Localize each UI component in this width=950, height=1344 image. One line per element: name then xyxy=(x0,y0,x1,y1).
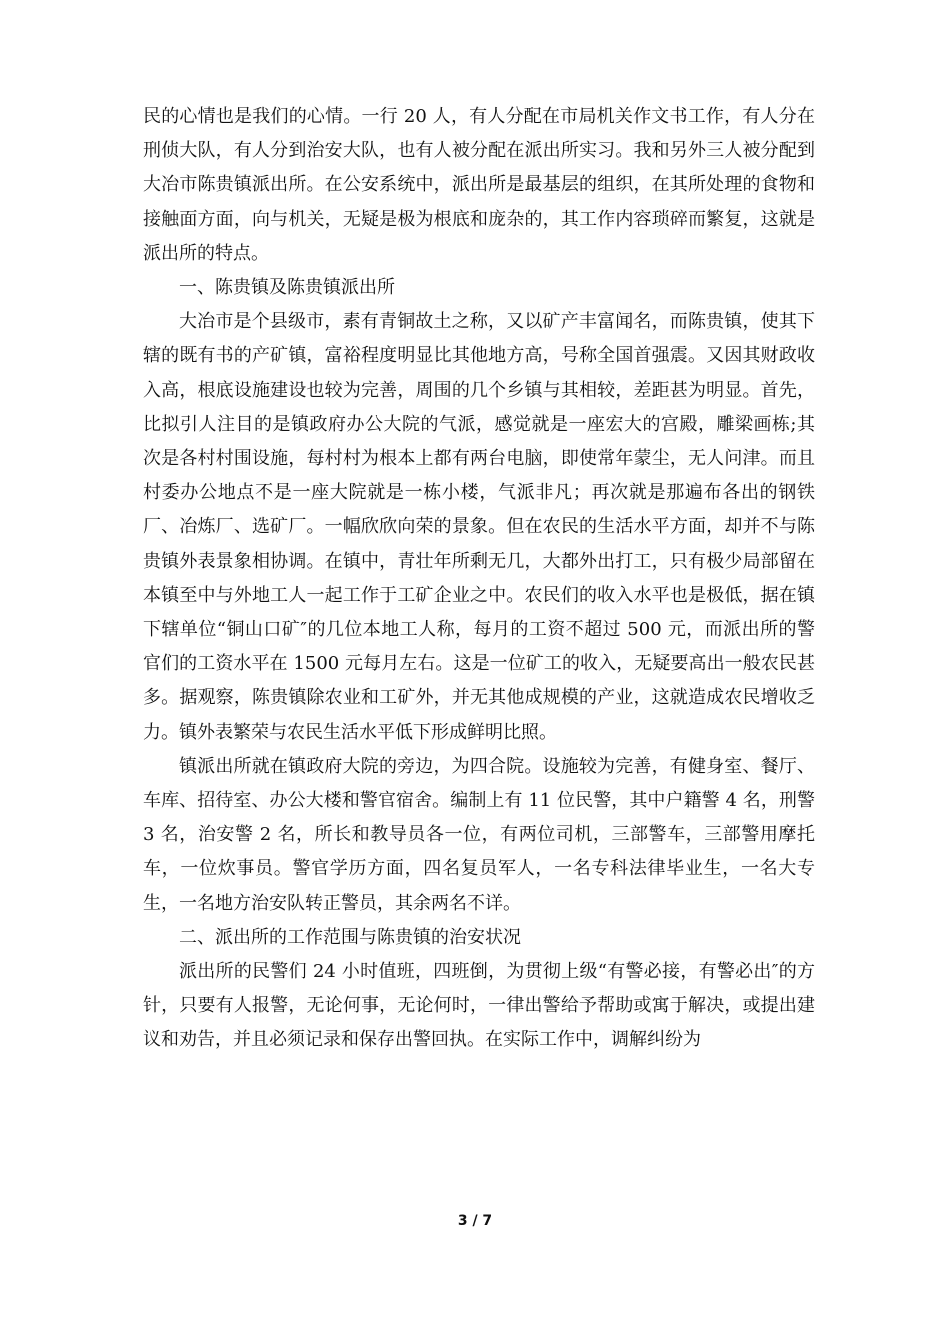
page-number: 3 / 7 xyxy=(457,1213,493,1229)
body-text xyxy=(143,100,815,1058)
section-heading-1: 一、陈贵镇及陈贵镇派出所 xyxy=(179,277,395,299)
section-heading-2: 二、派出所的工作范围与陈贵镇的治安状况 xyxy=(179,926,521,948)
paragraph-2: 大冶市是个县级市，素有青铜故土之称，又以矿产丰富闻名，而陈贵镇，使其下辖的既有书的产矿镇，富裕程度明显比其他地方高，号称全国首强震。又因其财政收入高，根底设施建设也较为完善，周围的几个乡镇与其相较，差距甚为明显。首先，比拟引人注目的是镇政府办公大院的气派，感觉就是一座宏大的宫殿，雕梁画栋;其次是各村村围设施，每村村为根本上都有两台电脑，即使常年蒙尘，无人问津。而且村委办公地点不是一座大院就是一栋小楼，气派非凡；再次就是那遍布各出的钢铁厂、冶炼厂、选矿厂。一幅欣欣向荣的景象。但在农民的生活水平方面，却并不与陈贵镇外表景象相协调。在镇中，青壮年所剩无几，大都外出打工，只有极少局部留在本镇至中与外地工人一起工作于工矿企业之中。农民们的收入水平也是极低，据在镇下辖单位“铜山口矿″的几位本地工人称，每月的工资不超过 500 元，而派出所的警官们的工资水平在 1500 元每月左右。这是一位矿工的收入，无疑要高出一般农民甚多。据观察，陈贵镇除农业和工矿外，并无其他成规模的产业，这就造成农民增收乏力。镇外表繁荣与农民生活水平低下形成鲜明比照。 xyxy=(143,311,815,743)
paragraph-1: 民的心情也是我们的心情。一行 20 人，有人分配在市局机关作文书工作，有人分在刑侦大队，有人分到治安大队，也有人被分配在派出所实习。我和另外三人被分配到大冶市陈贵镇派出所。在公安系统中，派出所是最基层的组织，在其所处理的食物和接触面方面，向与机关，无疑是极为根底和庞杂的，其工作内容琐碎而繁复，这就是派出所的特点。 xyxy=(143,106,815,264)
paragraph-3: 镇派出所就在镇政府大院的旁边，为四合院。设施较为完善，有健身室、餐厅、车库、招待室、办公大楼和警官宿舍。编制上有 11 位民警，其中户籍警 4 名，刑警 3 名，治安警 2 名，所长和教导员各一位，有两位司机，三部警车，三部警用摩托车，一位炊事员。警官学历方面，四名复员军人，一名专科法律毕业生，一名大专生，一名地方治安队转正警员，其余两名不详。 xyxy=(143,755,815,914)
paragraph-4: 派出所的民警们 24 小时值班，四班倒，为贯彻上级“有警必接，有警必出″的方针，只要有人报警，无论何事，无论何时，一律出警给予帮助或寓于解决，或提出建议和劝告，并且必须记录和保存出警回执。在实际工作中，调解纠纷为 xyxy=(143,961,815,1051)
